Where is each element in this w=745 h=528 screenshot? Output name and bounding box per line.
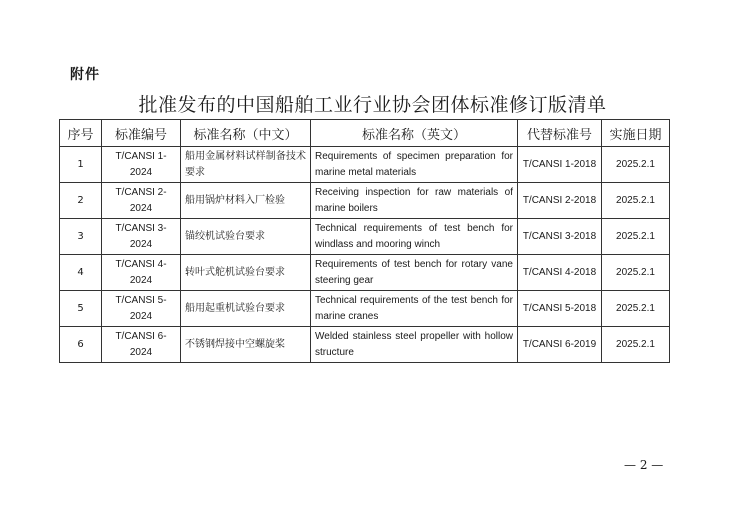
replaced-standard: T/CANSI 3-2018 bbox=[518, 219, 602, 255]
row-index: 6 bbox=[60, 327, 102, 363]
effective-date: 2025.2.1 bbox=[602, 147, 670, 183]
standard-name-en: Technical requirements of the test bench for marine cranes bbox=[311, 291, 518, 327]
standard-name-en: Welded stainless steel propeller with hollow structure bbox=[311, 327, 518, 363]
column-header-name-cn: 标准名称（中文） bbox=[181, 120, 311, 147]
standard-name-en: Receiving inspection for raw materials of marine boilers bbox=[311, 183, 518, 219]
replaced-standard: T/CANSI 6-2019 bbox=[518, 327, 602, 363]
effective-date: 2025.2.1 bbox=[602, 291, 670, 327]
row-index: 2 bbox=[60, 183, 102, 219]
table-row bbox=[60, 219, 670, 255]
column-header-index: 序号 bbox=[60, 120, 102, 147]
standard-name-cn: 船用锅炉材料入厂检验 bbox=[181, 183, 311, 219]
standard-name-cn: 锚绞机试验台要求 bbox=[181, 219, 311, 255]
table-row bbox=[60, 291, 670, 327]
table-row bbox=[60, 255, 670, 291]
standard-name-cn: 船用起重机试验台要求 bbox=[181, 291, 311, 327]
column-header-code: 标准编号 bbox=[102, 120, 181, 147]
standard-code: T/CANSI 6-2024 bbox=[102, 327, 181, 363]
standard-name-cn: 不锈钢焊接中空螺旋桨 bbox=[181, 327, 311, 363]
standard-name-en: Requirements of test bench for rotary vane steering gear bbox=[311, 255, 518, 291]
row-index: 3 bbox=[60, 219, 102, 255]
standard-name-cn: 船用金属材料试样制备技术要求 bbox=[181, 147, 311, 183]
replaced-standard: T/CANSI 4-2018 bbox=[518, 255, 602, 291]
table-header-row bbox=[60, 120, 670, 147]
table-row bbox=[60, 327, 670, 363]
replaced-standard: T/CANSI 1-2018 bbox=[518, 147, 602, 183]
standard-code: T/CANSI 3-2024 bbox=[102, 219, 181, 255]
standard-name-cn: 转叶式舵机试验台要求 bbox=[181, 255, 311, 291]
column-header-date: 实施日期 bbox=[602, 120, 670, 147]
document-title: 批准发布的中国船舶工业行业协会团体标准修订版清单 bbox=[138, 94, 607, 116]
row-index: 1 bbox=[60, 147, 102, 183]
effective-date: 2025.2.1 bbox=[602, 219, 670, 255]
standard-code: T/CANSI 2-2024 bbox=[102, 183, 181, 219]
standards-table bbox=[59, 119, 670, 363]
attachment-label: 附件 bbox=[70, 67, 100, 83]
effective-date: 2025.2.1 bbox=[602, 327, 670, 363]
standard-name-en: Technical requirements of test bench for windlass and mooring winch bbox=[311, 219, 518, 255]
standard-code: T/CANSI 1-2024 bbox=[102, 147, 181, 183]
replaced-standard: T/CANSI 5-2018 bbox=[518, 291, 602, 327]
page-number: — 2 — bbox=[624, 458, 664, 472]
table-row bbox=[60, 147, 670, 183]
column-header-name-en: 标准名称（英文） bbox=[311, 120, 518, 147]
standard-name-en: Requirements of specimen preparation for marine metal materials bbox=[311, 147, 518, 183]
replaced-standard: T/CANSI 2-2018 bbox=[518, 183, 602, 219]
row-index: 5 bbox=[60, 291, 102, 327]
table-row bbox=[60, 183, 670, 219]
effective-date: 2025.2.1 bbox=[602, 255, 670, 291]
standard-code: T/CANSI 4-2024 bbox=[102, 255, 181, 291]
standard-code: T/CANSI 5-2024 bbox=[102, 291, 181, 327]
effective-date: 2025.2.1 bbox=[602, 183, 670, 219]
column-header-replaces: 代替标准号 bbox=[518, 120, 602, 147]
row-index: 4 bbox=[60, 255, 102, 291]
